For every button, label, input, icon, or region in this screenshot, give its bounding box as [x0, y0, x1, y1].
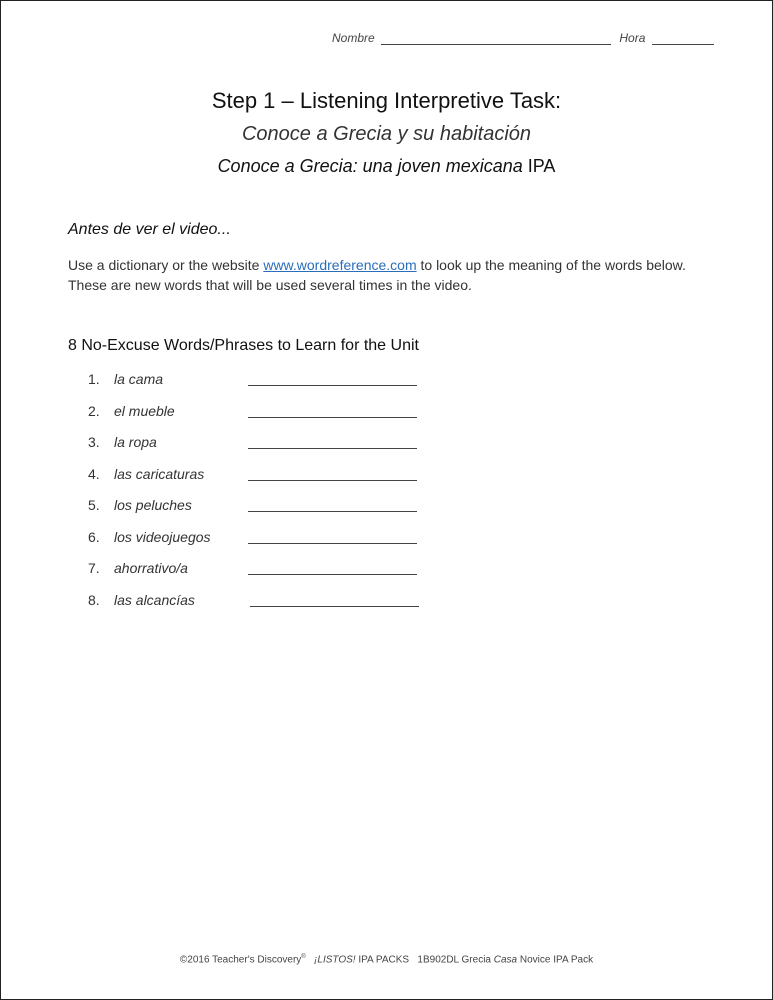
subtitle-plain-part: IPA — [522, 156, 556, 176]
vocab-number: 2. — [88, 402, 100, 419]
page-subtitle-secondary — [0, 156, 773, 177]
vocab-item — [0, 463, 773, 495]
vocab-term: las caricaturas — [114, 465, 205, 482]
vocab-number: 8. — [88, 591, 100, 608]
vocab-term: las alcancías — [114, 591, 195, 608]
vocab-answer-line[interactable] — [248, 480, 417, 481]
footer-pack: IPA PACKS 1B902DL Grecia — [355, 954, 494, 966]
hour-label: Hora — [619, 31, 646, 45]
vocab-answer-line[interactable] — [248, 574, 417, 575]
vocab-term: el mueble — [114, 402, 175, 419]
vocab-answer-line[interactable] — [248, 385, 417, 386]
vocab-item — [0, 589, 773, 621]
footer-copyright: ©2016 Teacher's Discovery — [179, 954, 302, 966]
vocab-term: la cama — [114, 371, 164, 387]
vocab-item — [0, 526, 773, 558]
vocab-number: 1. — [88, 371, 100, 387]
vocab-answer-line[interactable] — [248, 417, 417, 418]
vocab-term: la ropa — [114, 434, 157, 450]
vocab-item — [0, 557, 773, 589]
vocab-answer-line[interactable] — [248, 511, 417, 512]
instructions-text-before: Use a dictionary or the website — [68, 257, 264, 273]
footer-casa: Casa — [493, 954, 518, 966]
page-title: Step 1 – Listening Interpretive Task: — [211, 88, 562, 113]
footer-listos: ¡LISTOS! — [314, 954, 356, 966]
vocab-item — [0, 368, 773, 400]
name-blank-line[interactable] — [381, 32, 611, 45]
vocab-number: 3. — [88, 434, 100, 450]
vocab-term: los videojuegos — [114, 528, 211, 545]
footer-rest: Novice IPA Pack — [517, 954, 594, 966]
vocab-item — [0, 400, 773, 432]
footer-registered-mark: ® — [301, 954, 306, 960]
vocab-answer-line[interactable] — [250, 606, 419, 607]
vocab-list — [0, 368, 773, 620]
vocab-item — [0, 431, 773, 463]
page-footer — [0, 954, 773, 965]
vocab-number: 5. — [88, 497, 100, 513]
wordreference-link[interactable]: www.wordreference.com — [263, 257, 417, 273]
vocab-term: ahorrativo/a — [114, 560, 188, 576]
vocab-item — [0, 494, 773, 526]
vocab-answer-line[interactable] — [248, 448, 417, 449]
vocab-term: los peluches — [114, 497, 192, 513]
subtitle-italic-part: Conoce a Grecia: una joven mexicana — [217, 156, 523, 176]
page-subtitle: Conoce a Grecia y su habitación — [241, 123, 532, 145]
vocab-number: 7. — [88, 560, 100, 576]
vocab-number: 4. — [88, 465, 100, 482]
vocab-answer-line[interactable] — [248, 543, 417, 544]
instructions-paragraph — [68, 255, 708, 295]
vocab-number: 6. — [88, 528, 100, 545]
section-heading: Antes de ver el video... — [68, 221, 231, 238]
name-hour-header — [332, 31, 714, 45]
vocab-heading: 8 No-Excuse Words/Phrases to Learn for the Unit — [68, 337, 419, 354]
hour-blank-line[interactable] — [652, 32, 714, 45]
name-label: Nombre — [332, 31, 375, 45]
instructions-text-after: to look up the meaning of the words below. These are new words that will be used several times in the video. — [68, 257, 686, 293]
